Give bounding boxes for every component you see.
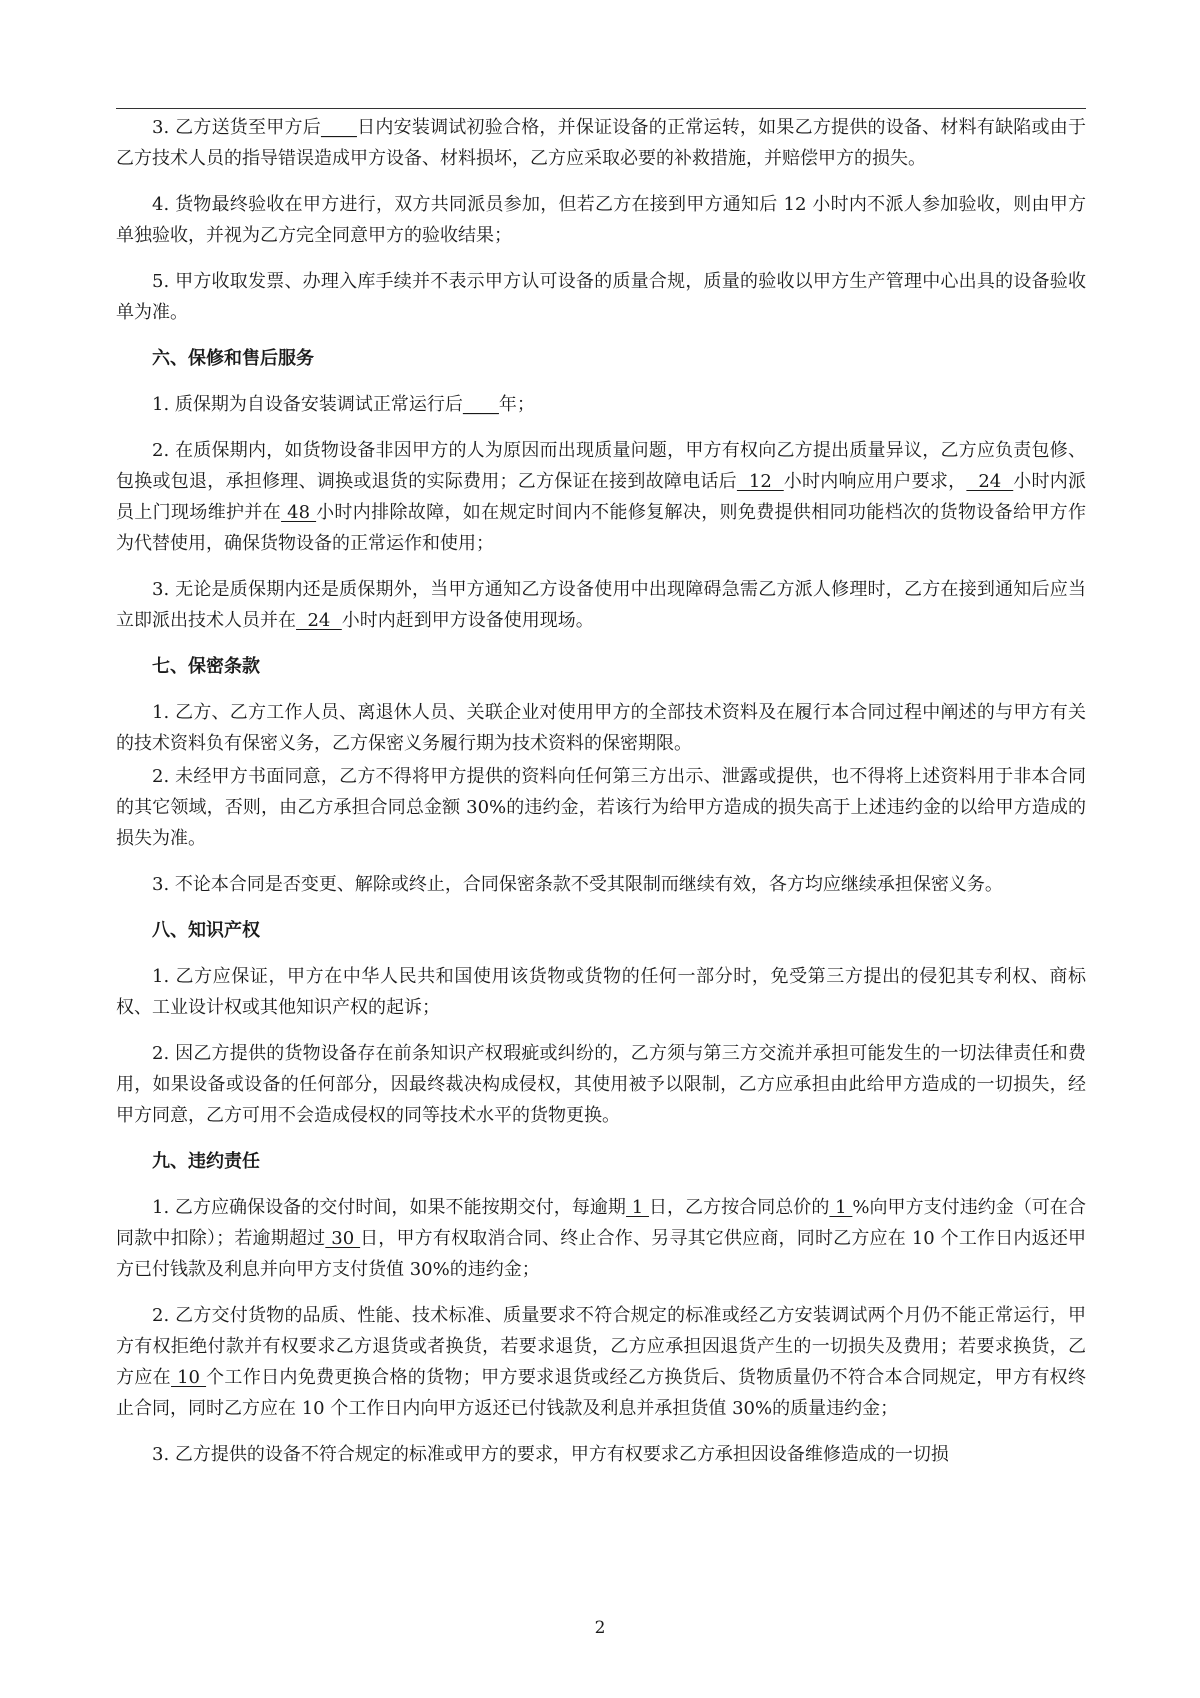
- fill-in-blank: 30: [325, 1228, 361, 1249]
- document-body: [116, 112, 1086, 1485]
- clause-paragraph: 3. 乙方提供的设备不符合规定的标准或甲方的要求，甲方有权要求乙方承担因设备维修造成的一切损: [152, 1444, 949, 1465]
- clause-paragraph: 2. 在质保期内，如货物设备非因甲方的人为原因而出现质量问题，甲方有权向乙方提出质量异议，乙方应负责包修、包换或包退，承担修理、调换或退货的实际费用；乙方保证在接到故障电话后 12 小时内响应用户要求， 24 小时内派员上门现场维护并在 48 小时内排除故障，如在规定时间内不能修复解决，则免费提供相同功能档次的货物设备给甲方作为代替使用，确保货物设备的正常运作和使用；: [116, 440, 1087, 554]
- clause-paragraph: 1. 质保期为自设备安装调试正常运行后____年；: [152, 394, 535, 415]
- clause-paragraph: 5. 甲方收取发票、办理入库手续并不表示甲方认可设备的质量合规，质量的验收以甲方生产管理中心出具的设备验收单为准。: [116, 271, 1086, 323]
- clause-paragraph: 2. 未经甲方书面同意，乙方不得将甲方提供的资料向任何第三方出示、泄露或提供，也不得将上述资料用于非本合同的其它领域，否则，由乙方承担合同总金额 30%的违约金，若该行为给甲方造成的损失高于上述违约金的以给甲方造成的损失为准。: [116, 766, 1086, 849]
- section-heading: 七、保密条款: [152, 656, 260, 677]
- section-heading: 九、违约责任: [152, 1151, 260, 1172]
- fill-in-blank: 10: [171, 1367, 207, 1388]
- clause-paragraph: 1. 乙方、乙方工作人员、离退休人员、关联企业对使用甲方的全部技术资料及在履行本合同过程中阐述的与甲方有关的技术资料负有保密义务，乙方保密义务履行期为技术资料的保密期限。: [116, 702, 1086, 754]
- clause-paragraph: 4. 货物最终验收在甲方进行，双方共同派员参加，但若乙方在接到甲方通知后 12 小时内不派人参加验收，则由甲方单独验收，并视为乙方完全同意甲方的验收结果；: [116, 194, 1086, 246]
- fill-in-blank: 1: [829, 1197, 853, 1218]
- clause-paragraph: 3. 乙方送货至甲方后____日内安装调试初验合格，并保证设备的正常运转，如果乙方提供的设备、材料有缺陷或由于乙方技术人员的指导错误造成甲方设备、材料损坏，乙方应采取必要的补救措施，并赔偿甲方的损失。: [116, 117, 1086, 169]
- clause-paragraph: 2. 乙方交付货物的品质、性能、技术标准、质量要求不符合规定的标准或经乙方安装调试两个月仍不能正常运行，甲方有权拒绝付款并有权要求乙方退货或者换货，若要求退货，乙方应承担因退货产生的一切损失及费用；若要求换货，乙方应在 10 个工作日内免费更换合格的货物；甲方要求退货或经乙方换货后、货物质量仍不符合本合同规定，甲方有权终止合同，同时乙方应在 10 个工作日内向甲方返还已付钱款及利息并承担货值 30%的质量违约金；: [116, 1305, 1087, 1419]
- page-number: 2: [594, 1618, 606, 1638]
- fill-in-blank: ____: [320, 117, 357, 138]
- clause-paragraph: 1. 乙方应确保设备的交付时间，如果不能按期交付，每逾期 1 日，乙方按合同总价的 1 %向甲方支付违约金（可在合同款中扣除）；若逾期超过 30 日，甲方有权取消合同、终止合作、另寻其它供应商，同时乙方应在 10 个工作日内返还甲方已付钱款及利息并向甲方支付货值 30%的违约金；: [116, 1197, 1087, 1280]
- fill-in-blank: 48: [281, 502, 317, 523]
- fill-in-blank: 1: [625, 1197, 649, 1218]
- header-rule: [116, 108, 1086, 109]
- section-heading: 六、保修和售后服务: [152, 348, 314, 369]
- clause-paragraph: 3. 无论是质保期内还是质保期外，当甲方通知乙方设备使用中出现障碍急需乙方派人修理时，乙方在接到通知后应当立即派出技术人员并在 24 小时内赶到甲方设备使用现场。: [116, 579, 1086, 631]
- fill-in-blank: 24: [296, 610, 342, 631]
- clause-paragraph: 2. 因乙方提供的货物设备存在前条知识产权瑕疵或纠纷的，乙方须与第三方交流并承担可能发生的一切法律责任和费用，如果设备或设备的任何部分，因最终裁决构成侵权，其使用被予以限制，乙方应承担由此给甲方造成的一切损失，经甲方同意，乙方可用不会造成侵权的同等技术水平的货物更换。: [116, 1043, 1086, 1126]
- section-heading: 八、知识产权: [152, 920, 260, 941]
- fill-in-blank: ____: [462, 394, 499, 415]
- fill-in-blank: 12: [736, 471, 784, 492]
- clause-paragraph: 1. 乙方应保证，甲方在中华人民共和国使用该货物或货物的任何一部分时，免受第三方提出的侵犯其专利权、商标权、工业设计权或其他知识产权的起诉；: [116, 966, 1086, 1018]
- clause-paragraph: 3. 不论本合同是否变更、解除或终止，合同保密条款不受其限制而继续有效，各方均应继续承担保密义务。: [152, 874, 1003, 895]
- fill-in-blank: 24: [966, 471, 1014, 492]
